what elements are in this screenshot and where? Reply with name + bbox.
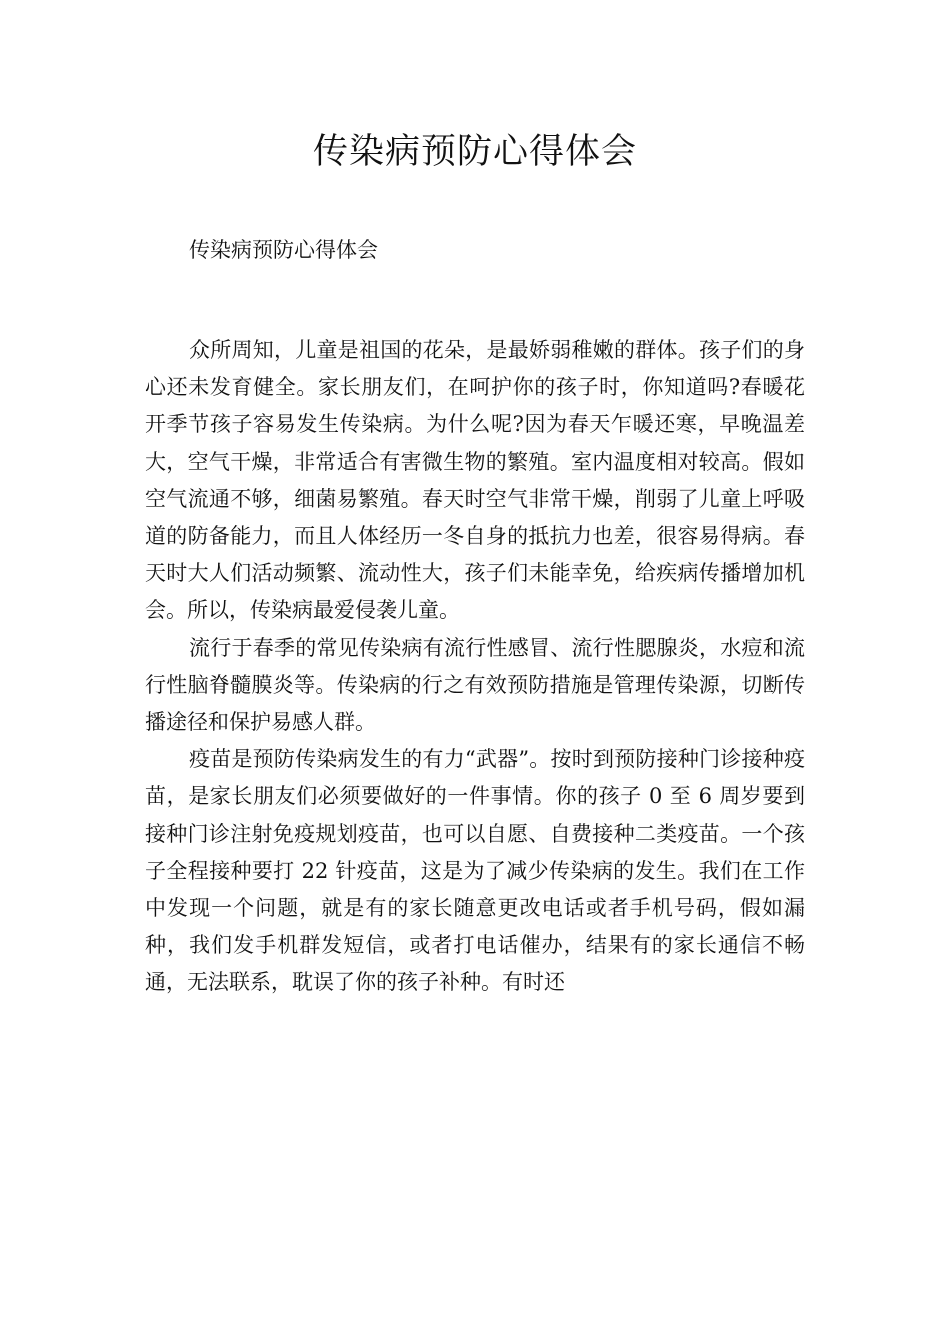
paragraph-common-diseases: 流行于春季的常见传染病有流行性感冒、流行性腮腺炎，水痘和流行性脑脊髓膜炎等。传染病的行之有效预防措施是管理传染源，切断传播途径和保护易感人群。 bbox=[145, 635, 805, 735]
document-subtitle: 传染病预防心得体会 bbox=[189, 238, 378, 262]
document-body bbox=[145, 332, 805, 1002]
paragraph-vaccines: 疫苗是预防传染病发生的有力“武器”。按时到预防接种门诊接种疫苗，是家长朋友们必须要做好的一件事情。你的孩子 0 至 6 周岁要到接种门诊注射免疫规划疫苗，也可以自愿、自费接种二类疫苗。一个孩子全程接种要打 22 针疫苗，这是为了减少传染病的发生。我们在工作中发现一个问题，就是有的家长随意更改电话或者手机号码，假如漏种，我们发手机群发短信，或者打电话催办，结果有的家长通信不畅通，无法联系，耽误了你的孩子补种。有时还 bbox=[145, 747, 805, 995]
document-title: 传染病预防心得体会 bbox=[312, 132, 637, 172]
paragraph-intro: 众所周知，儿童是祖国的花朵，是最娇弱稚嫩的群体。孩子们的身心还未发育健全。家长朋友们，在呵护你的孩子时，你知道吗?春暖花开季节孩子容易发生传染病。为什么呢?因为春天乍暖还寒，早晚温差大，空气干燥，非常适合有害微生物的繁殖。室内温度相对较高。假如空气流通不够，细菌易繁殖。春天时空气非常干燥，削弱了儿童上呼吸道的防备能力，而且人体经历一冬自身的抵抗力也差，很容易得病。春天时大人们活动频繁、流动性大，孩子们未能幸免，给疾病传播增加机会。所以，传染病最爱侵袭儿童。 bbox=[145, 338, 805, 623]
